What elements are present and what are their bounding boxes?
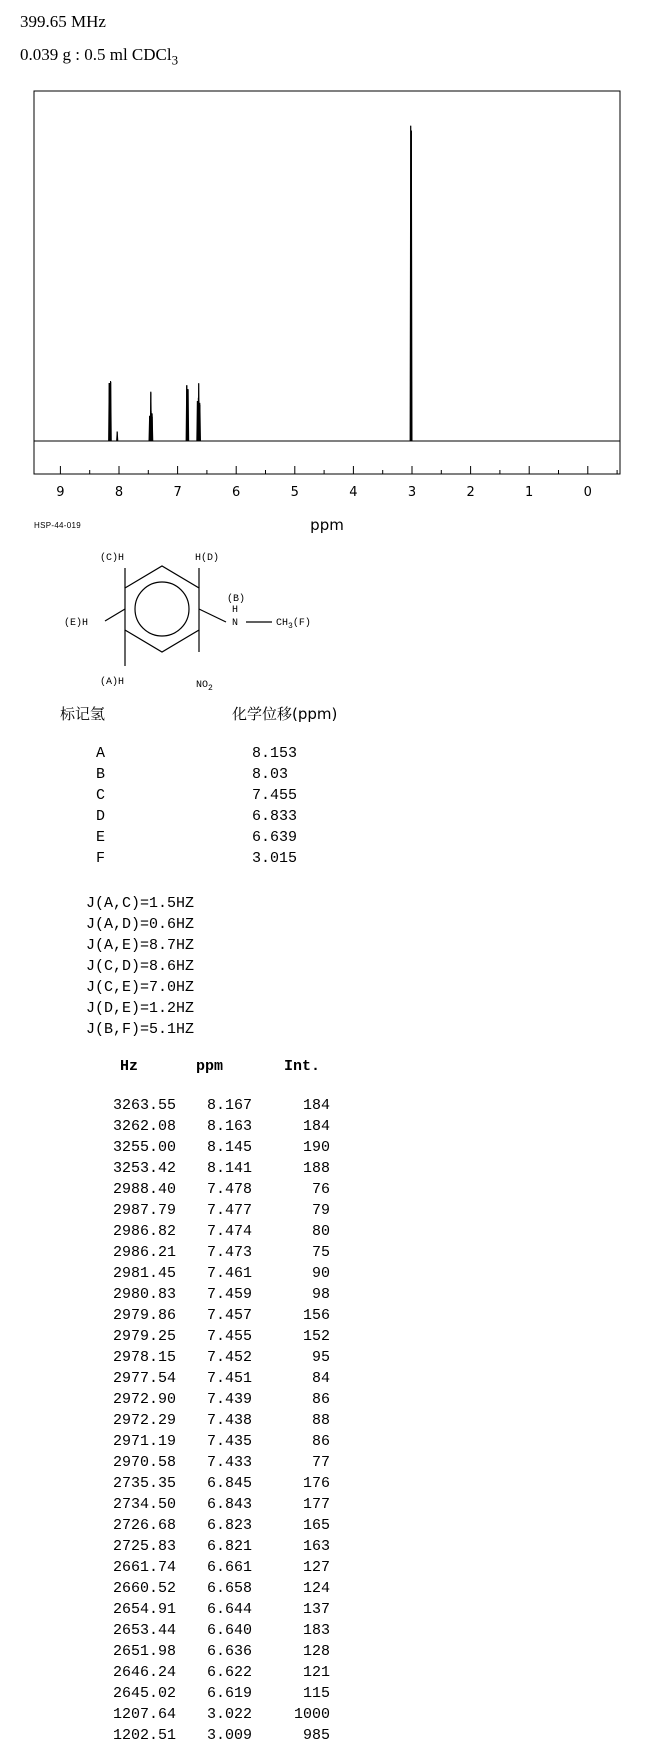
- peak-row: [90, 1580, 350, 1601]
- peak-hz: 2653.44: [112, 1622, 176, 1639]
- nmr-spectrum-chart: [0, 0, 652, 690]
- label-n: N: [232, 618, 239, 629]
- peak-row: [90, 1454, 350, 1475]
- peak-hz: 3262.08: [112, 1118, 176, 1135]
- peak-row: [90, 1139, 350, 1160]
- peak-int: 88: [311, 1412, 330, 1429]
- coupling-constant: J(C,E)=7.0HZ: [86, 979, 195, 996]
- peak-hz: 2979.25: [112, 1328, 176, 1345]
- peak-ppm: 7.455: [206, 1328, 252, 1345]
- peak-row: [90, 1097, 350, 1118]
- peak-hz: 2725.83: [112, 1538, 176, 1555]
- label-no2-sub: 2: [208, 684, 213, 690]
- peak-hz: 2987.79: [112, 1202, 176, 1219]
- spectrometer-frequency: 399.65 MHz: [20, 12, 106, 31]
- label-ch3-sub: 3: [288, 622, 293, 631]
- peak-row: [90, 1601, 350, 1622]
- coupling-constant: J(C,D)=8.6HZ: [86, 958, 195, 975]
- peak-int: 79: [311, 1202, 330, 1219]
- peak-hz: 2978.15: [112, 1349, 176, 1366]
- peak-row: [90, 1286, 350, 1307]
- peak-hz: 3255.00: [112, 1139, 176, 1156]
- peak-row: [90, 1685, 350, 1706]
- assignment-label: A: [96, 745, 106, 762]
- peak-ppm: 8.163: [206, 1118, 252, 1135]
- peak-ppm: 8.167: [206, 1097, 252, 1114]
- peak-ppm: 8.145: [206, 1139, 252, 1156]
- x-axis-tick-label: 2: [466, 485, 475, 500]
- label-e-h: (E)H: [64, 618, 89, 629]
- peak-int: 124: [302, 1580, 330, 1597]
- ppm-column-header: ppm: [196, 1058, 224, 1075]
- peak-int: 177: [302, 1496, 330, 1513]
- sample-main-text: 0.039 g : 0.5 ml CDCl: [20, 45, 172, 64]
- assignment-label: E: [96, 829, 106, 846]
- spectrum-code: HSP-44-019: [34, 521, 82, 530]
- assignment-shift: 8.153: [252, 745, 298, 762]
- peak-hz: 2645.02: [112, 1685, 176, 1702]
- peak-row: [90, 1433, 350, 1454]
- peak-ppm: 7.435: [206, 1433, 252, 1450]
- plot-frame: [34, 91, 620, 474]
- peak-ppm: 7.477: [206, 1202, 252, 1219]
- peak-int: 137: [302, 1601, 330, 1618]
- assignment-shift: 8.03: [252, 766, 289, 783]
- peak-int: 121: [302, 1664, 330, 1681]
- bond-e-left: [105, 609, 125, 621]
- label-a-h: (A)H: [100, 677, 125, 688]
- coupling-constant: J(A,D)=0.6HZ: [86, 916, 195, 933]
- peak-int: 184: [302, 1097, 330, 1114]
- peak-int: 128: [302, 1643, 330, 1660]
- peak-hz: 2971.19: [112, 1433, 176, 1450]
- peak-row: [90, 1412, 350, 1433]
- peak-row: [90, 1118, 350, 1139]
- peak-hz: 2734.50: [112, 1496, 176, 1513]
- peak-ppm: 7.438: [206, 1412, 252, 1429]
- assignment-shift: 6.639: [252, 829, 298, 846]
- assignment-row: [96, 766, 336, 787]
- peak-ppm: 7.461: [206, 1265, 252, 1282]
- label-no2-main: NO: [196, 680, 209, 690]
- peak-int: 75: [311, 1244, 330, 1261]
- peak-int: 985: [302, 1727, 330, 1744]
- peak-hz: 2981.45: [112, 1265, 176, 1282]
- peak-ppm: 7.473: [206, 1244, 252, 1261]
- benzene-ring: [125, 566, 199, 652]
- peak-row: [90, 1349, 350, 1370]
- peak-hz: 2654.91: [112, 1601, 176, 1618]
- peak-hz: 2986.21: [112, 1244, 176, 1261]
- peak-hz: 2970.58: [112, 1454, 176, 1471]
- label-ch3: CH: [276, 618, 289, 629]
- peak-row: [90, 1475, 350, 1496]
- peak-ppm: 6.823: [206, 1517, 252, 1534]
- peak-hz: 2646.24: [112, 1664, 176, 1681]
- peak-ppm: 3.009: [206, 1727, 252, 1744]
- label-f: (F): [292, 618, 311, 629]
- coupling-constant: J(A,E)=8.7HZ: [86, 937, 195, 954]
- assignment-label: C: [96, 787, 106, 804]
- peak-int: 184: [302, 1118, 330, 1135]
- molecule-structure: [105, 566, 272, 666]
- peak-row: [90, 1391, 350, 1412]
- assignment-row: [96, 745, 336, 766]
- sample-subscript: 3: [171, 52, 179, 68]
- assignment-shift: 7.455: [252, 787, 298, 804]
- peak-int: 95: [311, 1349, 330, 1366]
- peak-hz: 1207.64: [112, 1706, 176, 1723]
- peak-int: 86: [311, 1433, 330, 1450]
- assignment-shift: 6.833: [252, 808, 298, 825]
- peak-ppm: 7.452: [206, 1349, 252, 1366]
- peak-hz: 2660.52: [112, 1580, 176, 1597]
- assignment-label: D: [96, 808, 106, 825]
- peak-hz: 2980.83: [112, 1286, 176, 1303]
- peak-ppm: 7.459: [206, 1286, 252, 1303]
- peak-int: 188: [302, 1160, 330, 1177]
- peak-hz: 2977.54: [112, 1370, 176, 1387]
- coupling-constant: J(A,C)=1.5HZ: [86, 895, 195, 912]
- x-axis-tick-label: 6: [232, 485, 241, 500]
- peak-ppm: 6.821: [206, 1538, 252, 1555]
- peak-ppm: 6.636: [206, 1643, 252, 1660]
- assignment-row: [96, 829, 336, 850]
- peak-int: 176: [302, 1475, 330, 1492]
- spectrum-line: [34, 126, 620, 441]
- peak-hz: 2726.68: [112, 1517, 176, 1534]
- peak-int: 190: [302, 1139, 330, 1156]
- coupling-constant: J(B,F)=5.1HZ: [86, 1021, 195, 1038]
- peak-ppm: 7.439: [206, 1391, 252, 1408]
- peak-row: [90, 1496, 350, 1517]
- peak-hz: 2661.74: [112, 1559, 176, 1576]
- peak-int: 90: [311, 1265, 330, 1282]
- peak-int: 127: [302, 1559, 330, 1576]
- peak-hz: 2735.35: [112, 1475, 176, 1492]
- x-axis-ticks: [60, 466, 617, 474]
- label-c-h: (C)H: [100, 553, 125, 564]
- label-column-header: 标记氢: [60, 705, 106, 723]
- peak-row: [90, 1517, 350, 1538]
- peak-row: [90, 1706, 350, 1727]
- peak-row: [90, 1160, 350, 1181]
- label-b: (B): [227, 594, 246, 605]
- label-ch3-f: [276, 617, 311, 631]
- hz-column-header: Hz: [120, 1058, 139, 1075]
- peak-row: [90, 1223, 350, 1244]
- assignment-shift: 3.015: [252, 850, 298, 867]
- peak-hz: 2979.86: [112, 1307, 176, 1324]
- peak-hz: 2988.40: [112, 1181, 176, 1198]
- peak-hz: 3263.55: [112, 1097, 176, 1114]
- peak-ppm: 7.433: [206, 1454, 252, 1471]
- peak-row: [90, 1622, 350, 1643]
- peak-row: [90, 1664, 350, 1685]
- peak-ppm: 7.457: [206, 1307, 252, 1324]
- label-no2: [196, 680, 213, 690]
- peak-ppm: 7.451: [206, 1370, 252, 1387]
- x-axis-tick-label: 0: [583, 485, 592, 500]
- peak-ppm: 8.141: [206, 1160, 252, 1177]
- peak-ppm: 6.619: [206, 1685, 252, 1702]
- peak-hz: 1202.51: [112, 1727, 176, 1744]
- x-axis-tick-label: 4: [349, 485, 358, 500]
- peak-ppm: 6.658: [206, 1580, 252, 1597]
- peak-row: [90, 1643, 350, 1664]
- peak-row: [90, 1559, 350, 1580]
- peak-int: 77: [311, 1454, 330, 1471]
- label-nh-h: H: [232, 605, 239, 616]
- label-d-h: H(D): [195, 553, 220, 564]
- peak-ppm: 7.478: [206, 1181, 252, 1198]
- peak-row: [90, 1202, 350, 1223]
- peak-ppm: 3.022: [206, 1706, 252, 1723]
- x-axis-tick-label: 5: [290, 485, 299, 500]
- peak-hz: 3253.42: [112, 1160, 176, 1177]
- assignment-label: F: [96, 850, 106, 867]
- peak-row: [90, 1370, 350, 1391]
- peak-int: 98: [311, 1286, 330, 1303]
- peak-hz: 2651.98: [112, 1643, 176, 1660]
- assignment-row: [96, 850, 336, 871]
- x-axis-tick-label: 1: [525, 485, 534, 500]
- peak-ppm: 6.661: [206, 1559, 252, 1576]
- peak-ppm: 6.640: [206, 1622, 252, 1639]
- peak-ppm: 6.843: [206, 1496, 252, 1513]
- peak-int: 165: [302, 1517, 330, 1534]
- coupling-constant: J(D,E)=1.2HZ: [86, 1000, 195, 1017]
- peak-int: 152: [302, 1328, 330, 1345]
- peak-ppm: 6.845: [206, 1475, 252, 1492]
- assignment-row: [96, 808, 336, 829]
- peak-ppm: 7.474: [206, 1223, 252, 1240]
- x-axis-tick-label: 7: [173, 485, 182, 500]
- peak-int: 84: [311, 1370, 330, 1387]
- peak-row: [90, 1538, 350, 1559]
- spectrum-trace: [34, 126, 620, 441]
- peak-int: 115: [302, 1685, 330, 1702]
- peak-int: 80: [311, 1223, 330, 1240]
- shift-column-header: 化学位移(ppm): [232, 705, 338, 723]
- peak-hz: 2972.29: [112, 1412, 176, 1429]
- int-column-header: Int.: [284, 1058, 321, 1075]
- peak-int: 183: [302, 1622, 330, 1639]
- peak-int: 86: [311, 1391, 330, 1408]
- x-axis-tick-label: 3: [407, 485, 417, 500]
- peak-ppm: 6.622: [206, 1664, 252, 1681]
- peak-hz: 2986.82: [112, 1223, 176, 1240]
- aromatic-circle: [135, 582, 189, 636]
- peak-int: 156: [302, 1307, 330, 1324]
- peak-int: 76: [311, 1181, 330, 1198]
- peak-ppm: 6.644: [206, 1601, 252, 1618]
- x-axis-tick-label: 9: [56, 485, 65, 500]
- peak-row: [90, 1244, 350, 1265]
- peak-row: [90, 1181, 350, 1202]
- peak-row: [90, 1265, 350, 1286]
- bond-n: [199, 609, 226, 622]
- peak-int: 1000: [293, 1706, 330, 1723]
- peak-row: [90, 1328, 350, 1349]
- peak-row: [90, 1727, 350, 1748]
- assignment-row: [96, 787, 336, 808]
- assignment-label: B: [96, 766, 106, 783]
- x-axis-label: ppm: [310, 516, 344, 534]
- x-axis-tick-labels: [56, 485, 592, 500]
- peak-row: [90, 1307, 350, 1328]
- x-axis-tick-label: 8: [114, 485, 124, 500]
- peak-hz: 2972.90: [112, 1391, 176, 1408]
- peak-int: 163: [302, 1538, 330, 1555]
